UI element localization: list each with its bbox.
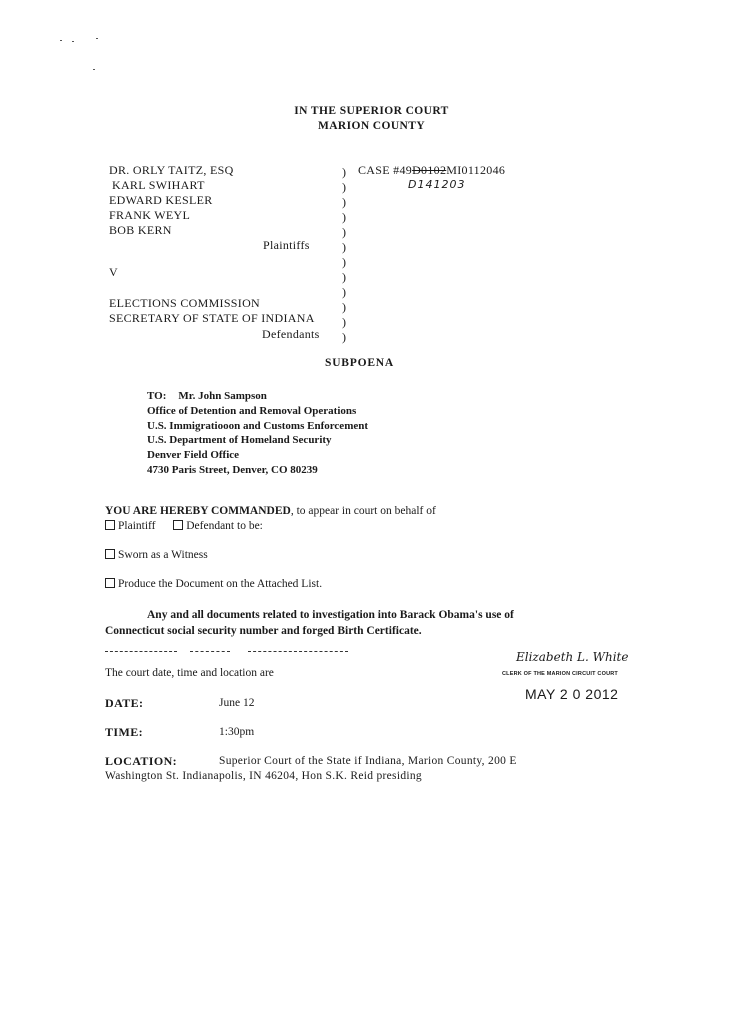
handwritten-case-number: D141203 — [408, 178, 466, 191]
clerk-office: CLERK OF THE MARION CIRCUIT COURT — [502, 671, 618, 677]
command-rest: , to appear in court on behalf of — [290, 505, 436, 517]
caption-bracket: ) — [342, 195, 346, 209]
court-name: IN THE SUPERIOR COURT — [294, 105, 449, 117]
case-number-suffix: MI0112046 — [446, 163, 506, 177]
defendant-checkbox[interactable] — [173, 520, 183, 530]
case-number — [358, 163, 505, 178]
caption-bracket: ) — [342, 330, 346, 344]
time-value: 1:30pm — [219, 726, 255, 738]
caption-bracket: ) — [342, 165, 346, 179]
caption-bracket: ) — [342, 225, 346, 239]
clerk-signature: Elizabeth L. White — [516, 650, 629, 664]
caption-bracket: ) — [342, 270, 346, 284]
recipient-address-line: 4730 Paris Street, Denver, CO 80239 — [147, 463, 318, 476]
command-line — [105, 505, 436, 517]
defendant-option-label: Defendant to be: — [186, 520, 263, 532]
caption-bracket: ) — [342, 180, 346, 194]
defendant-name: ELECTIONS COMMISSION — [109, 296, 261, 310]
plaintiff-name: KARL SWIHART — [112, 178, 205, 192]
produce-option — [105, 578, 322, 590]
filed-stamp-date: MAY 2 0 2012 — [525, 686, 619, 702]
caption-bracket: ) — [342, 285, 346, 299]
recipient-address-line: Denver Field Office — [147, 449, 240, 462]
plaintiff-name: BOB KERN — [109, 223, 172, 237]
time-label: TIME: — [105, 725, 143, 739]
court-date-intro: The court date, time and location are — [105, 667, 274, 679]
plaintiff-name: DR. ORLY TAITZ, ESQ — [109, 163, 234, 177]
documents-line-2: Connecticut social security number and forged Birth Certificate. — [105, 625, 422, 637]
scan-speck — [93, 69, 95, 70]
plaintiff-checkbox[interactable] — [105, 520, 115, 530]
location-line-1: Superior Court of the State if Indiana, Marion County, 200 E — [219, 755, 517, 767]
scan-speck — [60, 40, 62, 41]
caption-bracket: ) — [342, 240, 346, 254]
case-number-prefix: CASE #49 — [358, 163, 413, 177]
scan-speck — [72, 41, 74, 42]
caption-bracket: ) — [342, 315, 346, 329]
documents-line-1: Any and all documents related to investigation into Barack Obama's use of — [147, 609, 514, 621]
separator-dash — [190, 651, 230, 652]
recipient-name: Mr. John Sampson — [178, 390, 267, 402]
recipient-address-line: Office of Detention and Removal Operations — [147, 404, 357, 417]
to-label: TO: — [147, 390, 167, 402]
caption-bracket: ) — [342, 300, 346, 314]
produce-option-label: Produce the Document on the Attached List. — [118, 578, 323, 590]
recipient-name-line — [147, 389, 368, 404]
separator-dash — [105, 651, 177, 652]
sworn-checkbox[interactable] — [105, 549, 115, 559]
caption-bracket: ) — [342, 210, 346, 224]
defendant-name: SECRETARY OF STATE OF INDIANA — [109, 311, 315, 325]
document-title: SUBPOENA — [325, 357, 395, 369]
sworn-option — [105, 549, 208, 561]
case-number-struck: D0102 — [412, 163, 447, 177]
command-bold: YOU ARE HEREBY COMMANDED — [105, 505, 291, 517]
party-options — [105, 520, 263, 532]
location-label: LOCATION: — [105, 754, 178, 768]
location-line-2: Washington St. Indianapolis, IN 46204, Hon S.K. Reid presiding — [105, 770, 422, 782]
versus: V — [109, 265, 118, 279]
plaintiff-name: FRANK WEYL — [109, 208, 191, 222]
defendants-label: Defendants — [262, 327, 320, 341]
scan-speck — [96, 38, 98, 39]
caption-bracket: ) — [342, 255, 346, 269]
sworn-option-label: Sworn as a Witness — [118, 549, 208, 561]
court-county: MARION COUNTY — [317, 120, 426, 132]
recipient-address-line: U.S. Immigratiooon and Customs Enforcement — [147, 419, 369, 432]
recipient-block — [147, 389, 368, 478]
plaintiff-name: EDWARD KESLER — [109, 193, 213, 207]
plaintiffs-label: Plaintiffs — [263, 238, 310, 252]
date-value: June 12 — [219, 697, 255, 709]
recipient-address-line: U.S. Department of Homeland Security — [147, 434, 332, 447]
plaintiff-option-label: Plaintiff — [118, 520, 156, 532]
produce-checkbox[interactable] — [105, 578, 115, 588]
date-label: DATE: — [105, 696, 144, 710]
separator-dash — [248, 651, 348, 652]
